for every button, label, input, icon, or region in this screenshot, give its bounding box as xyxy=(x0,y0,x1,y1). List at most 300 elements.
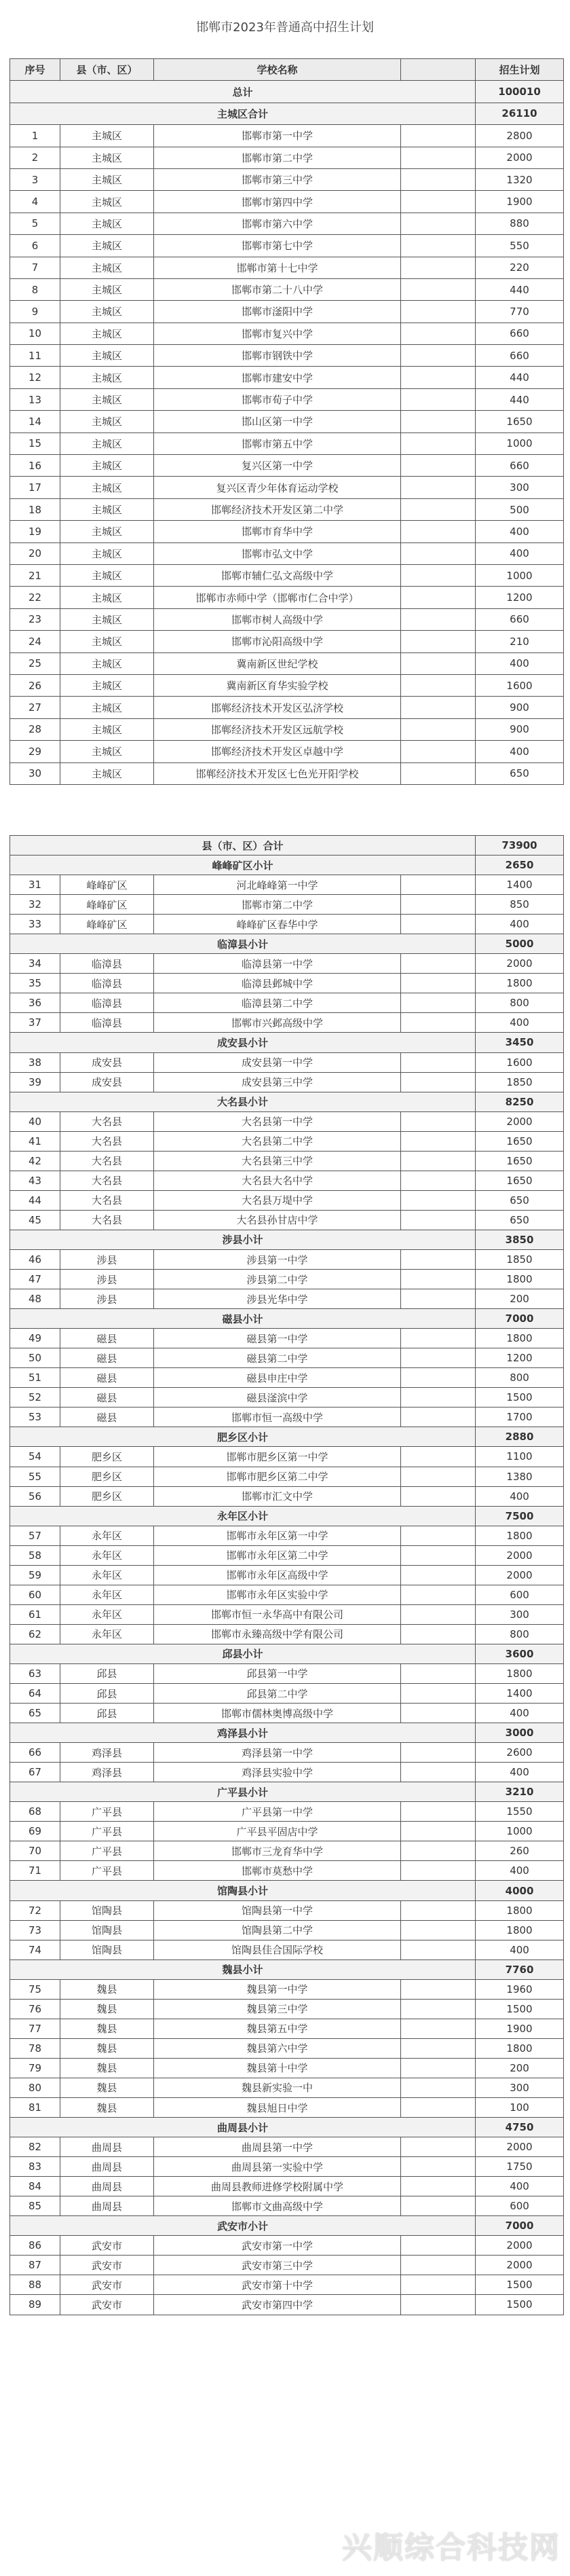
row-school: 邯郸市兴邺高级中学 xyxy=(154,1013,401,1033)
row-school: 大名县万堤中学 xyxy=(154,1190,401,1210)
row-school: 磁县第二中学 xyxy=(154,1348,401,1368)
row-plan: 400 xyxy=(476,1486,564,1506)
header-blank xyxy=(401,59,476,81)
row-school: 邯郸市儒林奥博高级中学 xyxy=(154,1704,401,1723)
row-blank xyxy=(401,2295,476,2315)
table-row xyxy=(10,1920,564,1940)
county-subtotal-row-label: 大名县小计 xyxy=(10,1092,476,1111)
row-blank xyxy=(401,1763,476,1782)
row-plan: 1100 xyxy=(476,1447,564,1467)
row-plan: 1000 xyxy=(476,433,564,454)
table-row xyxy=(10,2256,564,2275)
row-county: 主城区 xyxy=(60,257,154,278)
row-county: 主城区 xyxy=(60,762,154,784)
row-plan: 1900 xyxy=(476,191,564,213)
row-plan: 1400 xyxy=(476,875,564,895)
row-index: 5 xyxy=(10,213,60,234)
county-subtotal-row-value: 5000 xyxy=(476,934,564,954)
row-county: 涉县 xyxy=(60,1270,154,1289)
row-plan: 400 xyxy=(476,652,564,674)
row-blank xyxy=(401,1072,476,1092)
row-county: 魏县 xyxy=(60,2038,154,2058)
header-index: 序号 xyxy=(10,59,60,81)
row-school: 邯郸市恒一永华高中有限公司 xyxy=(154,1604,401,1624)
table-row xyxy=(10,1663,564,1683)
row-index: 77 xyxy=(10,2019,60,2038)
table-row xyxy=(10,1763,564,1782)
row-blank xyxy=(401,1171,476,1190)
row-blank xyxy=(401,1526,476,1545)
row-school: 武安市第一中学 xyxy=(154,2236,401,2256)
row-plan: 1000 xyxy=(476,1822,564,1841)
row-plan: 210 xyxy=(476,631,564,652)
county-subtotal-row xyxy=(10,1230,564,1249)
row-county: 主城区 xyxy=(60,498,154,520)
county-subtotal-row-value: 3600 xyxy=(476,1644,564,1663)
county-subtotal-row xyxy=(10,1427,564,1447)
row-county: 主城区 xyxy=(60,388,154,410)
row-county: 永年区 xyxy=(60,1604,154,1624)
row-school: 邯郸市钢铁中学 xyxy=(154,345,401,367)
table-row xyxy=(10,301,564,323)
row-plan: 1800 xyxy=(476,1270,564,1289)
row-blank xyxy=(401,608,476,630)
row-county: 主城区 xyxy=(60,191,154,213)
row-plan: 400 xyxy=(476,542,564,564)
row-index: 44 xyxy=(10,1190,60,1210)
row-blank xyxy=(401,993,476,1013)
row-blank xyxy=(401,1013,476,1033)
row-plan: 2800 xyxy=(476,125,564,147)
row-county: 临漳县 xyxy=(60,1013,154,1033)
row-school: 邯郸市荀子中学 xyxy=(154,388,401,410)
row-county: 馆陶县 xyxy=(60,1920,154,1940)
table-row xyxy=(10,741,564,762)
table-row xyxy=(10,388,564,410)
row-blank xyxy=(401,1545,476,1565)
row-county: 成安县 xyxy=(60,1052,154,1072)
table-row xyxy=(10,674,564,696)
row-blank xyxy=(401,257,476,278)
table-row xyxy=(10,147,564,168)
county-subtotal-row-value: 3210 xyxy=(476,1782,564,1802)
row-plan: 300 xyxy=(476,1604,564,1624)
row-blank xyxy=(401,1920,476,1940)
row-county: 广平县 xyxy=(60,1841,154,1861)
table-row xyxy=(10,875,564,895)
row-school: 邯郸市弘文中学 xyxy=(154,542,401,564)
row-index: 48 xyxy=(10,1289,60,1309)
row-county: 魏县 xyxy=(60,1999,154,2019)
row-county: 武安市 xyxy=(60,2295,154,2315)
row-plan: 2000 xyxy=(476,1545,564,1565)
table-row xyxy=(10,1151,564,1171)
row-plan: 650 xyxy=(476,1210,564,1230)
row-blank xyxy=(401,1999,476,2019)
row-blank xyxy=(401,1407,476,1427)
row-plan: 1650 xyxy=(476,1131,564,1151)
row-county: 广平县 xyxy=(60,1861,154,1881)
row-index: 60 xyxy=(10,1585,60,1604)
row-index: 8 xyxy=(10,278,60,300)
row-county: 武安市 xyxy=(60,2256,154,2275)
county-subtotal-row-label: 涉县小计 xyxy=(10,1230,476,1249)
grand-total-row-label: 总计 xyxy=(10,81,476,103)
row-school: 邱县第二中学 xyxy=(154,1684,401,1704)
row-plan: 1800 xyxy=(476,2038,564,2058)
row-county: 广平县 xyxy=(60,1822,154,1841)
table-row xyxy=(10,1072,564,1092)
row-index: 74 xyxy=(10,1940,60,1959)
row-plan: 1400 xyxy=(476,1684,564,1704)
row-index: 84 xyxy=(10,2177,60,2196)
county-subtotal-row-label: 广平县小计 xyxy=(10,1782,476,1802)
row-plan: 1800 xyxy=(476,1329,564,1348)
county-subtotal-row-value: 4750 xyxy=(476,2118,564,2137)
row-index: 64 xyxy=(10,1684,60,1704)
row-school: 鸡泽县实验中学 xyxy=(154,1763,401,1782)
row-index: 68 xyxy=(10,1802,60,1822)
row-county: 永年区 xyxy=(60,1585,154,1604)
table-row xyxy=(10,477,564,498)
row-blank xyxy=(401,1624,476,1644)
row-index: 19 xyxy=(10,521,60,542)
row-plan: 900 xyxy=(476,718,564,740)
table-row xyxy=(10,1210,564,1230)
row-plan: 1800 xyxy=(476,1920,564,1940)
county-subtotal-row-value: 4000 xyxy=(476,1881,564,1900)
row-county: 峰峰矿区 xyxy=(60,915,154,934)
row-index: 38 xyxy=(10,1052,60,1072)
row-index: 86 xyxy=(10,2236,60,2256)
row-county: 峰峰矿区 xyxy=(60,895,154,915)
row-blank xyxy=(401,2256,476,2275)
row-blank xyxy=(401,1684,476,1704)
row-plan: 220 xyxy=(476,257,564,278)
table-row xyxy=(10,2295,564,2315)
row-school: 河北峰峰第一中学 xyxy=(154,875,401,895)
row-school: 邯郸市永年区第二中学 xyxy=(154,1545,401,1565)
row-county: 曲周县 xyxy=(60,2196,154,2216)
row-index: 67 xyxy=(10,1763,60,1782)
row-index: 45 xyxy=(10,1210,60,1230)
table-row xyxy=(10,587,564,608)
row-blank xyxy=(401,1979,476,1999)
row-county: 主城区 xyxy=(60,697,154,718)
row-school: 复兴区第一中学 xyxy=(154,455,401,477)
row-school: 魏县第六中学 xyxy=(154,2038,401,2058)
row-blank xyxy=(401,718,476,740)
district-subtotal-row-label: 主城区合计 xyxy=(10,103,476,124)
row-county: 永年区 xyxy=(60,1545,154,1565)
county-subtotal-row xyxy=(10,1782,564,1802)
row-plan: 1960 xyxy=(476,1979,564,1999)
row-plan: 800 xyxy=(476,1368,564,1388)
row-county: 主城区 xyxy=(60,323,154,344)
row-index: 22 xyxy=(10,587,60,608)
row-blank xyxy=(401,1190,476,1210)
table-row xyxy=(10,1111,564,1131)
row-plan: 2000 xyxy=(476,1565,564,1585)
row-index: 27 xyxy=(10,697,60,718)
row-county: 魏县 xyxy=(60,2019,154,2038)
row-index: 87 xyxy=(10,2256,60,2275)
row-blank xyxy=(401,542,476,564)
row-school: 邯郸经济技术开发区七色光开阳学校 xyxy=(154,762,401,784)
row-blank xyxy=(401,1368,476,1388)
row-plan: 2000 xyxy=(476,1111,564,1131)
row-plan: 200 xyxy=(476,2058,564,2078)
row-blank xyxy=(401,895,476,915)
table-row xyxy=(10,367,564,388)
county-subtotal-row-value: 2650 xyxy=(476,855,564,875)
row-school: 邯郸市第四中学 xyxy=(154,191,401,213)
row-index: 24 xyxy=(10,631,60,652)
row-county: 大名县 xyxy=(60,1171,154,1190)
row-blank xyxy=(401,1210,476,1230)
row-index: 72 xyxy=(10,1900,60,1920)
row-plan: 1200 xyxy=(476,587,564,608)
row-index: 80 xyxy=(10,2078,60,2097)
row-plan: 440 xyxy=(476,388,564,410)
row-school: 邯郸市肥乡区第二中学 xyxy=(154,1467,401,1486)
row-plan: 660 xyxy=(476,345,564,367)
row-blank xyxy=(401,1151,476,1171)
row-plan: 550 xyxy=(476,235,564,257)
row-school: 邯郸市文曲高级中学 xyxy=(154,2196,401,2216)
row-county: 主城区 xyxy=(60,345,154,367)
row-index: 26 xyxy=(10,674,60,696)
table-row xyxy=(10,125,564,147)
table-row xyxy=(10,895,564,915)
row-index: 7 xyxy=(10,257,60,278)
table-row xyxy=(10,235,564,257)
row-plan: 400 xyxy=(476,1940,564,1959)
row-school: 大名县大名中学 xyxy=(154,1171,401,1190)
row-county: 主城区 xyxy=(60,168,154,190)
row-county: 广平县 xyxy=(60,1802,154,1822)
table-row xyxy=(10,1407,564,1427)
row-plan: 100 xyxy=(476,2098,564,2118)
row-school: 大名县第二中学 xyxy=(154,1131,401,1151)
row-index: 9 xyxy=(10,301,60,323)
row-blank xyxy=(401,2196,476,2216)
table-row xyxy=(10,1743,564,1763)
row-plan: 2000 xyxy=(476,2236,564,2256)
row-index: 49 xyxy=(10,1329,60,1348)
table-row xyxy=(10,2019,564,2038)
county-subtotal-row-value: 7000 xyxy=(476,2216,564,2236)
row-school: 冀南新区育华实验学校 xyxy=(154,674,401,696)
county-subtotal-row xyxy=(10,2118,564,2137)
row-school: 邯郸市复兴中学 xyxy=(154,323,401,344)
row-school: 邯郸市永年区第一中学 xyxy=(154,1526,401,1545)
row-index: 16 xyxy=(10,455,60,477)
row-school: 鸡泽县第一中学 xyxy=(154,1743,401,1763)
table-row xyxy=(10,278,564,300)
row-index: 70 xyxy=(10,1841,60,1861)
row-index: 82 xyxy=(10,2137,60,2157)
county-subtotal-row-label: 曲周县小计 xyxy=(10,2118,476,2137)
row-school: 邯郸市莫愁中学 xyxy=(154,1861,401,1881)
row-index: 66 xyxy=(10,1743,60,1763)
table-row xyxy=(10,1249,564,1269)
row-county: 魏县 xyxy=(60,1979,154,1999)
row-county: 磁县 xyxy=(60,1407,154,1427)
row-school: 邯郸市汇文中学 xyxy=(154,1486,401,1506)
table-row xyxy=(10,915,564,934)
table-row xyxy=(10,1171,564,1190)
county-subtotal-row xyxy=(10,2216,564,2236)
county-subtotal-row-value: 3000 xyxy=(476,1723,564,1743)
table-row xyxy=(10,1684,564,1704)
row-plan: 1000 xyxy=(476,564,564,586)
row-index: 2 xyxy=(10,147,60,168)
table-row xyxy=(10,1585,564,1604)
row-school: 邯郸市三龙育华中学 xyxy=(154,1841,401,1861)
row-county: 大名县 xyxy=(60,1111,154,1131)
county-subtotal-row xyxy=(10,1033,564,1052)
row-index: 46 xyxy=(10,1249,60,1269)
row-blank xyxy=(401,2275,476,2295)
table-row xyxy=(10,1289,564,1309)
table-row xyxy=(10,2196,564,2216)
row-plan: 2000 xyxy=(476,2256,564,2275)
row-school: 魏县第十中学 xyxy=(154,2058,401,2078)
row-school: 邯郸市第五中学 xyxy=(154,433,401,454)
county-subtotal-row-label: 魏县小计 xyxy=(10,1959,476,1979)
row-plan: 2000 xyxy=(476,2137,564,2157)
row-blank xyxy=(401,301,476,323)
row-plan: 850 xyxy=(476,895,564,915)
row-index: 59 xyxy=(10,1565,60,1585)
row-county: 主城区 xyxy=(60,235,154,257)
row-school: 邯郸市第二十八中学 xyxy=(154,278,401,300)
table-row xyxy=(10,1940,564,1959)
row-county: 鸡泽县 xyxy=(60,1743,154,1763)
table-row xyxy=(10,1368,564,1388)
row-school: 邯郸市建安中学 xyxy=(154,367,401,388)
row-plan: 1500 xyxy=(476,2295,564,2315)
table-row xyxy=(10,1329,564,1348)
row-index: 35 xyxy=(10,974,60,993)
row-index: 76 xyxy=(10,1999,60,2019)
row-county: 主城区 xyxy=(60,564,154,586)
row-school: 魏县旭日中学 xyxy=(154,2098,401,2118)
row-school: 邯郸市永年区高级中学 xyxy=(154,1565,401,1585)
row-school: 邯郸市树人高级中学 xyxy=(154,608,401,630)
row-plan: 1900 xyxy=(476,2019,564,2038)
row-blank xyxy=(401,2236,476,2256)
row-county: 魏县 xyxy=(60,2098,154,2118)
county-total-row-value: 73900 xyxy=(476,836,564,855)
row-blank xyxy=(401,367,476,388)
enrollment-table-counties xyxy=(10,835,564,2315)
row-school: 邯郸市沁阳高级中学 xyxy=(154,631,401,652)
row-blank xyxy=(401,477,476,498)
table-row xyxy=(10,631,564,652)
row-county: 武安市 xyxy=(60,2236,154,2256)
row-index: 78 xyxy=(10,2038,60,2058)
row-index: 23 xyxy=(10,608,60,630)
row-plan: 1650 xyxy=(476,1171,564,1190)
table-row xyxy=(10,718,564,740)
row-index: 20 xyxy=(10,542,60,564)
table-row xyxy=(10,2058,564,2078)
row-plan: 1800 xyxy=(476,1526,564,1545)
county-subtotal-row xyxy=(10,1959,564,1979)
row-index: 88 xyxy=(10,2275,60,2295)
row-county: 成安县 xyxy=(60,1072,154,1092)
row-county: 涉县 xyxy=(60,1289,154,1309)
table-row xyxy=(10,564,564,586)
row-school: 临漳县邺城中学 xyxy=(154,974,401,993)
table-row xyxy=(10,1545,564,1565)
row-plan: 660 xyxy=(476,455,564,477)
row-blank xyxy=(401,697,476,718)
row-blank xyxy=(401,2078,476,2097)
row-blank xyxy=(401,564,476,586)
row-plan: 260 xyxy=(476,1841,564,1861)
header-school: 学校名称 xyxy=(154,59,401,81)
county-subtotal-row-label: 磁县小计 xyxy=(10,1309,476,1329)
row-school: 峰峰矿区春华中学 xyxy=(154,915,401,934)
row-blank xyxy=(401,2098,476,2118)
row-blank xyxy=(401,1940,476,1959)
row-blank xyxy=(401,915,476,934)
county-subtotal-row-label: 馆陶县小计 xyxy=(10,1881,476,1900)
row-county: 磁县 xyxy=(60,1329,154,1348)
row-school: 邯郸市第二中学 xyxy=(154,895,401,915)
row-blank xyxy=(401,2058,476,2078)
row-plan: 880 xyxy=(476,213,564,234)
row-county: 大名县 xyxy=(60,1131,154,1151)
row-school: 武安市第三中学 xyxy=(154,2256,401,2275)
row-index: 51 xyxy=(10,1368,60,1388)
row-school: 广平县平固店中学 xyxy=(154,1822,401,1841)
row-plan: 1850 xyxy=(476,1072,564,1092)
row-county: 馆陶县 xyxy=(60,1940,154,1959)
row-county: 主城区 xyxy=(60,301,154,323)
row-blank xyxy=(401,388,476,410)
row-school: 邯郸市滏阳中学 xyxy=(154,301,401,323)
row-school: 磁县申庄中学 xyxy=(154,1368,401,1388)
row-school: 曲周县教师进修学校附属中学 xyxy=(154,2177,401,2196)
row-school: 曲周县第一实验中学 xyxy=(154,2157,401,2177)
table-row xyxy=(10,1348,564,1368)
row-plan: 1550 xyxy=(476,1802,564,1822)
county-subtotal-row xyxy=(10,1092,564,1111)
county-total-row-label: 县（市、区）合计 xyxy=(10,836,476,855)
table-row xyxy=(10,1802,564,1822)
row-index: 28 xyxy=(10,718,60,740)
row-blank xyxy=(401,974,476,993)
table-row xyxy=(10,1841,564,1861)
table-row xyxy=(10,652,564,674)
row-county: 大名县 xyxy=(60,1210,154,1230)
row-school: 邯郸市恒一高级中学 xyxy=(154,1407,401,1427)
county-subtotal-row-label: 邱县小计 xyxy=(10,1644,476,1663)
row-blank xyxy=(401,1604,476,1624)
row-county: 馆陶县 xyxy=(60,1900,154,1920)
row-school: 魏县第五中学 xyxy=(154,2019,401,2038)
row-county: 武安市 xyxy=(60,2275,154,2295)
row-plan: 400 xyxy=(476,521,564,542)
row-plan: 2000 xyxy=(476,954,564,974)
row-plan: 1800 xyxy=(476,1900,564,1920)
row-index: 83 xyxy=(10,2157,60,2177)
row-plan: 1650 xyxy=(476,411,564,433)
